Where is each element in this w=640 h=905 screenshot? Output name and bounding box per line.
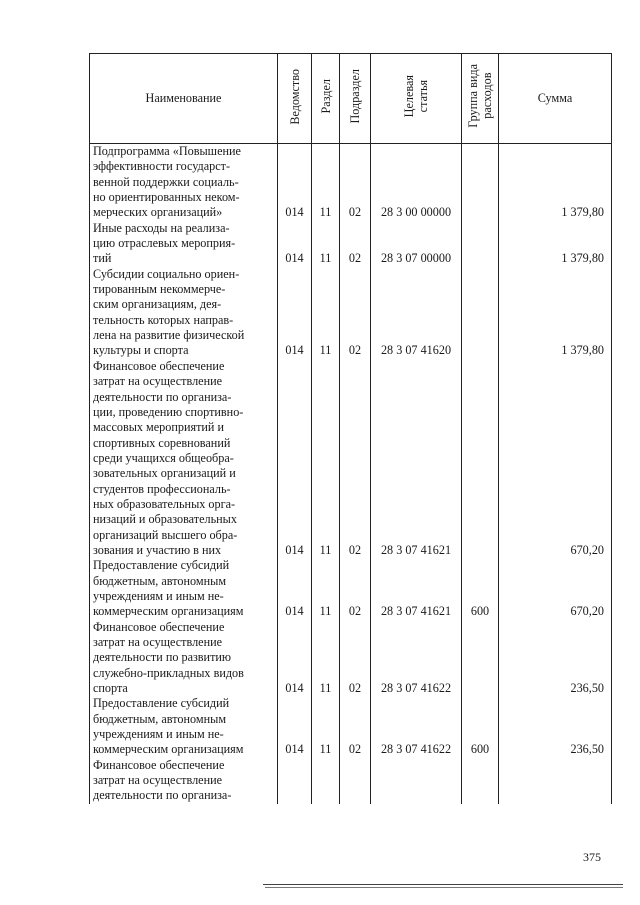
row-sum: 236,50 xyxy=(499,696,612,757)
row-group xyxy=(462,267,499,359)
header-name: Наименование xyxy=(90,54,278,144)
page-number: 375 xyxy=(583,850,601,864)
row-name xyxy=(90,620,278,697)
row-subsection: 02 xyxy=(340,267,371,359)
row-name-line: но ориентированных неком- xyxy=(93,190,240,205)
row-name-line: затрат на осуществление xyxy=(93,635,223,649)
row-sum xyxy=(499,758,612,804)
row-section: 11 xyxy=(312,267,340,359)
row-name-line: организаций высшего обра- xyxy=(93,527,238,542)
row-name-line: низаций и образовательных xyxy=(93,512,237,527)
row-dept: 014 xyxy=(278,359,312,558)
row-name xyxy=(90,221,278,267)
row-name-line: деятельности по развитию xyxy=(93,650,232,665)
row-name-line: мерческих организаций» xyxy=(93,205,223,220)
row-article: 28 3 07 41622 xyxy=(371,696,462,757)
table-row xyxy=(90,267,612,359)
table-header-row xyxy=(90,54,612,144)
row-name xyxy=(90,558,278,619)
row-dept: 014 xyxy=(278,696,312,757)
row-name-line: затрат на осуществление xyxy=(93,773,223,788)
row-name-line: Субсидии социально ориен- xyxy=(93,266,240,281)
row-dept: 014 xyxy=(278,221,312,267)
table-row xyxy=(90,558,612,619)
header-subsection: Подраздел xyxy=(340,54,371,144)
row-name-line: Предоставление субсидий xyxy=(93,696,230,711)
budget-table xyxy=(89,53,612,804)
row-group xyxy=(462,620,499,697)
row-name-line: деятельности по организа- xyxy=(93,788,232,803)
row-name-line: спортивных соревнований xyxy=(93,435,231,450)
row-group xyxy=(462,758,499,804)
row-section xyxy=(312,758,340,804)
row-name xyxy=(90,359,278,558)
row-subsection: 02 xyxy=(340,221,371,267)
row-name-line: зовательных организаций и xyxy=(93,466,236,481)
row-name-line: коммерческим организациям xyxy=(93,604,244,619)
row-name-line: затрат на осуществление xyxy=(93,374,223,389)
header-sum: Сумма xyxy=(499,54,612,144)
row-article: 28 3 07 00000 xyxy=(371,221,462,267)
row-name xyxy=(90,758,278,804)
row-name-line: деятельности по организа- xyxy=(93,389,232,404)
row-name-line: эффективности государст- xyxy=(93,159,231,174)
row-section: 11 xyxy=(312,696,340,757)
row-name xyxy=(90,144,278,221)
row-article xyxy=(371,758,462,804)
row-subsection xyxy=(340,758,371,804)
row-article: 28 3 00 00000 xyxy=(371,144,462,221)
row-group: 600 xyxy=(462,696,499,757)
row-section: 11 xyxy=(312,144,340,221)
row-subsection: 02 xyxy=(340,144,371,221)
row-section: 11 xyxy=(312,620,340,697)
row-name-line: венной поддержки социаль- xyxy=(93,174,239,189)
row-name-line: Иные расходы на реализа- xyxy=(93,220,230,235)
row-group xyxy=(462,144,499,221)
row-name-line: бюджетным, автономным xyxy=(93,711,227,726)
row-section: 11 xyxy=(312,558,340,619)
row-name-line: Подпрограмма «Повышение xyxy=(93,144,241,158)
row-group xyxy=(462,359,499,558)
row-dept: 014 xyxy=(278,620,312,697)
row-dept: 014 xyxy=(278,144,312,221)
row-sum: 1 379,80 xyxy=(499,267,612,359)
row-subsection: 02 xyxy=(340,620,371,697)
header-group: Группа вида расходов xyxy=(462,54,499,144)
row-sum: 1 379,80 xyxy=(499,221,612,267)
row-name-line: тельность которых направ- xyxy=(93,312,234,327)
table-row xyxy=(90,359,612,558)
row-name-line: Финансовое обеспечение xyxy=(93,619,225,634)
row-name xyxy=(90,267,278,359)
row-sum: 236,50 xyxy=(499,620,612,697)
row-sum: 670,20 xyxy=(499,359,612,558)
header-dept: Ведомство xyxy=(278,54,312,144)
row-section: 11 xyxy=(312,221,340,267)
table-row xyxy=(90,221,612,267)
row-name-line: ским организациям, дея- xyxy=(93,297,222,312)
footer-rule-lower xyxy=(265,887,623,888)
row-name-line: Финансовое обеспечение xyxy=(93,757,225,772)
row-name xyxy=(90,696,278,757)
table-row xyxy=(90,758,612,804)
row-article: 28 3 07 41620 xyxy=(371,267,462,359)
row-name-line: массовых мероприятий и xyxy=(93,420,225,435)
row-name-line: ции, проведению спортивно- xyxy=(93,404,244,419)
row-subsection: 02 xyxy=(340,359,371,558)
header-article: Целевая статья xyxy=(371,54,462,144)
row-name-line: тированным некоммерче- xyxy=(93,282,226,297)
row-name-line: учреждениям и иным не- xyxy=(93,588,224,603)
row-name-line: Предоставление субсидий xyxy=(93,558,230,573)
row-name-line: Финансовое обеспечение xyxy=(93,358,225,373)
row-group xyxy=(462,221,499,267)
row-dept: 014 xyxy=(278,558,312,619)
row-subsection: 02 xyxy=(340,696,371,757)
row-sum: 1 379,80 xyxy=(499,144,612,221)
table-row xyxy=(90,620,612,697)
row-name-line: спорта xyxy=(93,681,128,696)
row-name-line: культуры и спорта xyxy=(93,343,189,358)
row-dept: 014 xyxy=(278,267,312,359)
row-subsection: 02 xyxy=(340,558,371,619)
row-name-line: лена на развитие физической xyxy=(93,328,245,343)
row-section: 11 xyxy=(312,359,340,558)
row-article: 28 3 07 41621 xyxy=(371,359,462,558)
table-row xyxy=(90,144,612,221)
row-name-line: коммерческим организациям xyxy=(93,742,244,757)
row-sum: 670,20 xyxy=(499,558,612,619)
row-dept xyxy=(278,758,312,804)
header-section: Раздел xyxy=(312,54,340,144)
row-name-line: учреждениям и иным не- xyxy=(93,727,224,742)
footer-rule xyxy=(263,884,623,885)
row-name-line: среди учащихся общеобра- xyxy=(93,450,234,465)
row-name-line: ных образовательных орга- xyxy=(93,496,236,511)
row-name-line: студентов профессиональ- xyxy=(93,481,231,496)
row-name-line: зования и участию в них xyxy=(93,542,222,557)
row-article: 28 3 07 41622 xyxy=(371,620,462,697)
row-name-line: цию отраслевых мероприя- xyxy=(93,236,236,251)
row-group: 600 xyxy=(462,558,499,619)
row-name-line: служебно-прикладных видов xyxy=(93,665,244,680)
row-article: 28 3 07 41621 xyxy=(371,558,462,619)
row-name-line: бюджетным, автономным xyxy=(93,573,227,588)
row-name-line: тий xyxy=(93,251,112,266)
table-row xyxy=(90,696,612,757)
